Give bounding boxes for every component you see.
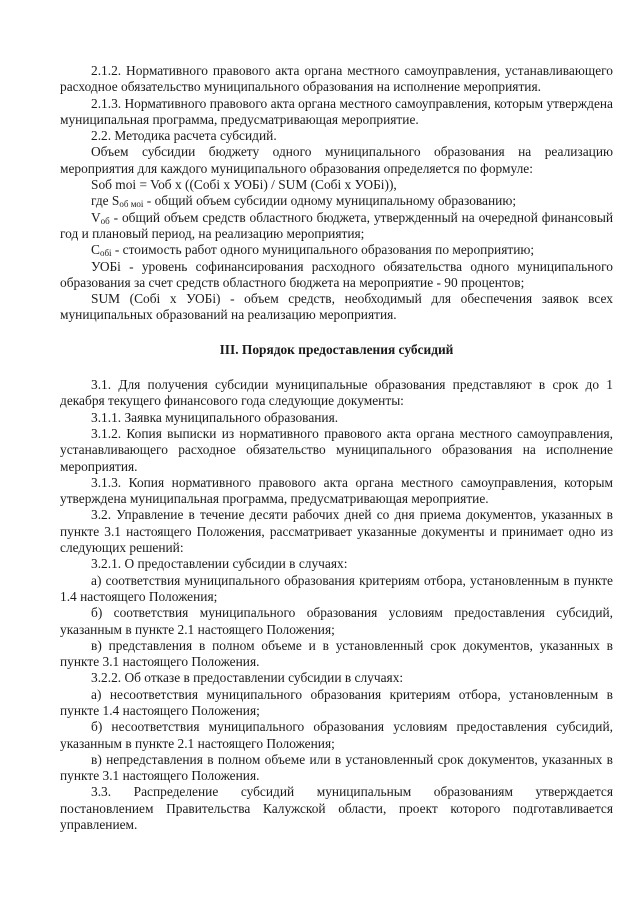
paragraph-2-1-2: 2.1.2. Нормативного правового акта органа местного самоуправления, устанавливающего расходное обязательство муниципального образования на исполнение мероприятия. bbox=[60, 63, 613, 95]
definition-v bbox=[60, 210, 613, 243]
definition-c-text: - стоимость работ одного муниципального образования по мероприятию; bbox=[111, 242, 535, 258]
paragraph-3-2: 3.2. Управление в течение десяти рабочих дней со дня приема документов, указанных в пункте 3.1 настоящего Положения, рассматривает указанные документы и принимает одно из следующих решений: bbox=[60, 507, 613, 556]
list-item-3-2-1-a: а) соответствия муниципального образования критериям отбора, установленным в пункте 1.4 настоящего Положения; bbox=[60, 572, 613, 604]
definition-uob: УОБi - уровень софинансирования расходного обязательства одного муниципального образования за счет средств областного бюджета на мероприятие - 90 процентов; bbox=[60, 258, 613, 290]
paragraph-subsidy-volume: Объем субсидии бюджету одного муниципального образования на реализацию мероприятия для каждого муниципального образования определяется по формуле: bbox=[60, 144, 613, 176]
paragraph-3-2-2: 3.2.2. Об отказе в предоставлении субсидии в случаях: bbox=[91, 670, 404, 686]
list-item-3-2-2-a: а) несоответствия муниципального образования критериям отбора, установленным в пункте 1.4 настоящего Положения; bbox=[60, 686, 613, 718]
definition-c-subscript: обi bbox=[99, 248, 112, 259]
list-item-3-2-2-c: в) непредставления в полном объеме или в установленный срок документов, указанных в пункте 3.1 настоящего Положения. bbox=[60, 751, 613, 784]
formula: Soб moi = Voб x ((Cобi x УОБi) / SUM (Cобi x УОБi)), bbox=[91, 177, 397, 193]
list-item-3-2-1-c: в) представления в полном объеме и в установленный срок документов, указанных в пункте 3.1 настоящего Положения. bbox=[60, 637, 613, 670]
paragraph-2-2: 2.2. Методика расчета субсидий. bbox=[91, 128, 277, 144]
definition-s-symbol: где S bbox=[91, 193, 120, 209]
paragraph-3-1: 3.1. Для получения субсидии муниципальные образования представляют в срок до 1 декабря текущего финансового года следующие документы: bbox=[60, 377, 613, 409]
section-heading: III. Порядок предоставления субсидий bbox=[219, 341, 454, 357]
definition-c-symbol: C bbox=[91, 242, 100, 258]
list-item-3-2-2-b: б) несоответствия муниципального образования условиям предоставления субсидий, указанным в пункте 2.1 настоящего Положения; bbox=[60, 719, 613, 751]
list-item-3-2-1-b: б) соответствия муниципального образования условиям предоставления субсидий, указанным в пункте 2.1 настоящего Положения; bbox=[60, 605, 613, 637]
paragraph-3-1-2: 3.1.2. Копия выписки из нормативного правового акта органа местного самоуправления, устанавливающего расходное обязательство муниципального образования на исполнение мероприятия. bbox=[60, 425, 613, 474]
definition-v-text: - общий объем средств областного бюджета, утвержденный на очередной финансовый год и плановый период, на реализацию мероприятия; bbox=[60, 209, 613, 241]
definition-sum: SUM (Cобi x УОБi) - объем средств, необходимый для обеспечения заявок всех муниципальных образований на реализацию мероприятия. bbox=[60, 291, 613, 323]
definition-v-symbol: V bbox=[91, 209, 101, 225]
paragraph-3-2-1: 3.2.1. О предоставлении субсидии в случаях: bbox=[91, 556, 348, 572]
definition-c bbox=[60, 242, 613, 258]
paragraph-3-1-1: 3.1.1. Заявка муниципального образования. bbox=[91, 409, 339, 425]
paragraph-2-1-3: 2.1.3. Нормативного правового акта органа местного самоуправления, которым утверждена муниципальная программа, предусматривающая мероприятие. bbox=[60, 95, 613, 127]
definition-s-subscript: об моi bbox=[119, 199, 144, 210]
definition-v-subscript: об bbox=[100, 215, 110, 226]
definition-s-text: - общий объем субсидии одному муниципальному образованию; bbox=[143, 193, 517, 209]
paragraph-3-3: 3.3. Распределение субсидий муниципальным образованиям утверждается постановлением Правительства Калужской области, проект которого подготавливается управлением. bbox=[60, 784, 613, 833]
definition-s bbox=[60, 193, 613, 209]
paragraph-3-1-3: 3.1.3. Копия нормативного правового акта органа местного самоуправления, которым утверждена муниципальная программа, предусматривающая мероприятие. bbox=[60, 474, 613, 507]
